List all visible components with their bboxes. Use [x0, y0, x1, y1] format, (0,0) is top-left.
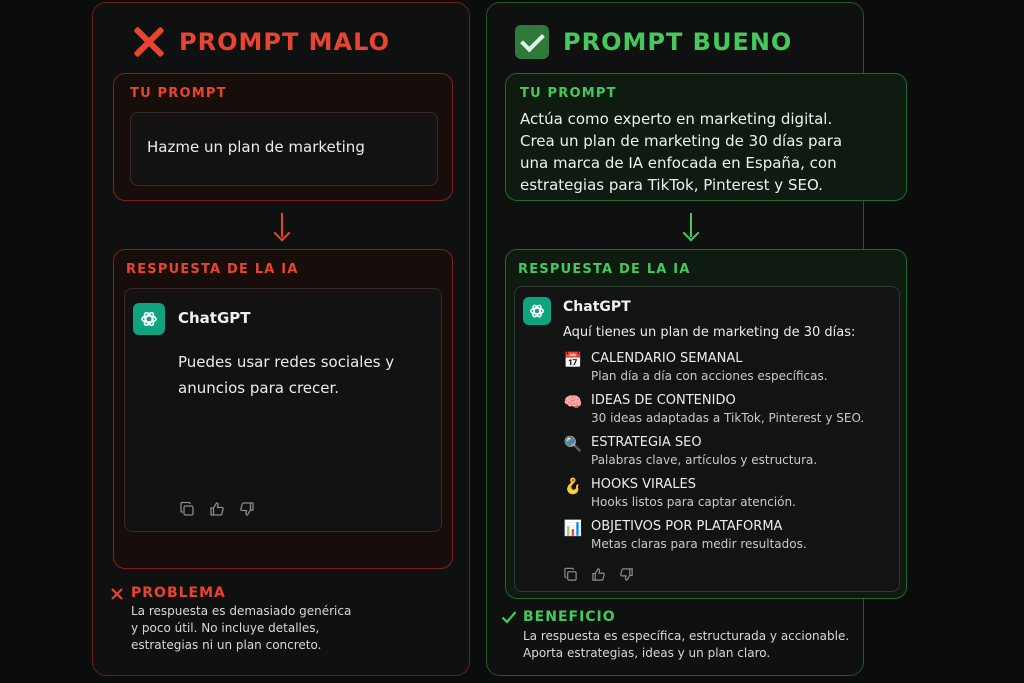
- assistant-name: ChatGPT: [178, 309, 251, 327]
- bad-prompt-text: Hazme un plan de marketing: [147, 138, 365, 156]
- down-arrow-icon: [274, 213, 290, 241]
- good-response-intro: Aquí tienes un plan de marketing de 30 días:: [563, 325, 856, 340]
- good-response-box: [505, 249, 907, 599]
- good-panel-title: PROMPT BUENO: [563, 28, 793, 56]
- bad-panel-title: PROMPT MALO: [179, 28, 390, 56]
- copy-icon[interactable]: [179, 501, 195, 517]
- problem-x-icon: [110, 586, 124, 600]
- bar-chart-icon: 📊: [563, 519, 583, 537]
- down-arrow-icon: [683, 213, 699, 241]
- benefit-title: BENEFICIO: [523, 609, 616, 625]
- hook-icon: 🪝: [563, 477, 583, 495]
- good-response-label: RESPUESTA DE LA IA: [518, 262, 691, 277]
- thumbs-up-icon[interactable]: [209, 501, 225, 517]
- thumbs-down-icon[interactable]: [239, 501, 255, 517]
- bad-response-label: RESPUESTA DE LA IA: [126, 262, 299, 277]
- brain-icon: 🧠: [563, 393, 583, 411]
- bad-response-text: Puedes usar redes sociales y anuncios para crecer.: [178, 353, 395, 397]
- cross-icon: [131, 25, 165, 59]
- bad-prompt-input: [130, 112, 438, 186]
- good-prompt-panel: [486, 2, 864, 676]
- thumbs-up-icon[interactable]: [591, 567, 607, 583]
- good-prompt-text: Actúa como experto en marketing digital. Crea un plan de marketing de 30 días para una marca de IA enfocada en España, con estrategias para TikTok, Pinterest y SEO.: [520, 110, 843, 194]
- benefit-text: La respuesta es específica, estructurada y accionable. Aporta estrategias, ideas y un plan claro.: [523, 629, 850, 660]
- message-actions: [179, 501, 255, 517]
- good-prompt-box: [505, 73, 907, 201]
- copy-icon[interactable]: [563, 567, 579, 583]
- problem-title: PROBLEMA: [131, 585, 226, 601]
- bad-response-box: [113, 249, 453, 569]
- bad-chat-message: [124, 288, 442, 532]
- checkmark-icon: [515, 25, 549, 59]
- good-panel-header: [515, 25, 792, 59]
- magnifier-icon: 🔍: [563, 435, 583, 453]
- bad-panel-header: [131, 25, 390, 59]
- calendar-icon: 📅: [563, 351, 583, 369]
- chatgpt-logo-icon: [523, 297, 551, 325]
- chatgpt-logo-icon: [133, 303, 165, 335]
- good-prompt-label: TU PROMPT: [520, 86, 617, 101]
- thumbs-down-icon[interactable]: [619, 567, 635, 583]
- problem-text: La respuesta es demasiado genérica y poco útil. No incluye detalles, estrategias ni un plan concreto.: [131, 604, 352, 652]
- good-chat-message: ChatGPT Aquí tienes un plan de marketing de 30 días: 📅 CALENDARIO SEMANAL Plan día a día con acciones específicas. 🧠 IDEAS DE CONTENIDO 30 ideas adaptadas a TikTok, Pinterest y SEO. 🔍 ESTRATEGIA SEO Palabras clave, artículos y estructura. 🪝 HOOKS VIRALES Hooks listos para captar atención. 📊 OBJETIVOS POR PLATAFORMA Metas claras para medir resultados.: [514, 286, 900, 592]
- benefit-check-icon: [501, 609, 517, 623]
- bad-prompt-box: [113, 73, 453, 201]
- message-actions: [563, 567, 635, 583]
- bad-prompt-panel: [92, 2, 470, 676]
- bad-prompt-label: TU PROMPT: [130, 86, 227, 101]
- assistant-name: ChatGPT: [563, 299, 631, 315]
